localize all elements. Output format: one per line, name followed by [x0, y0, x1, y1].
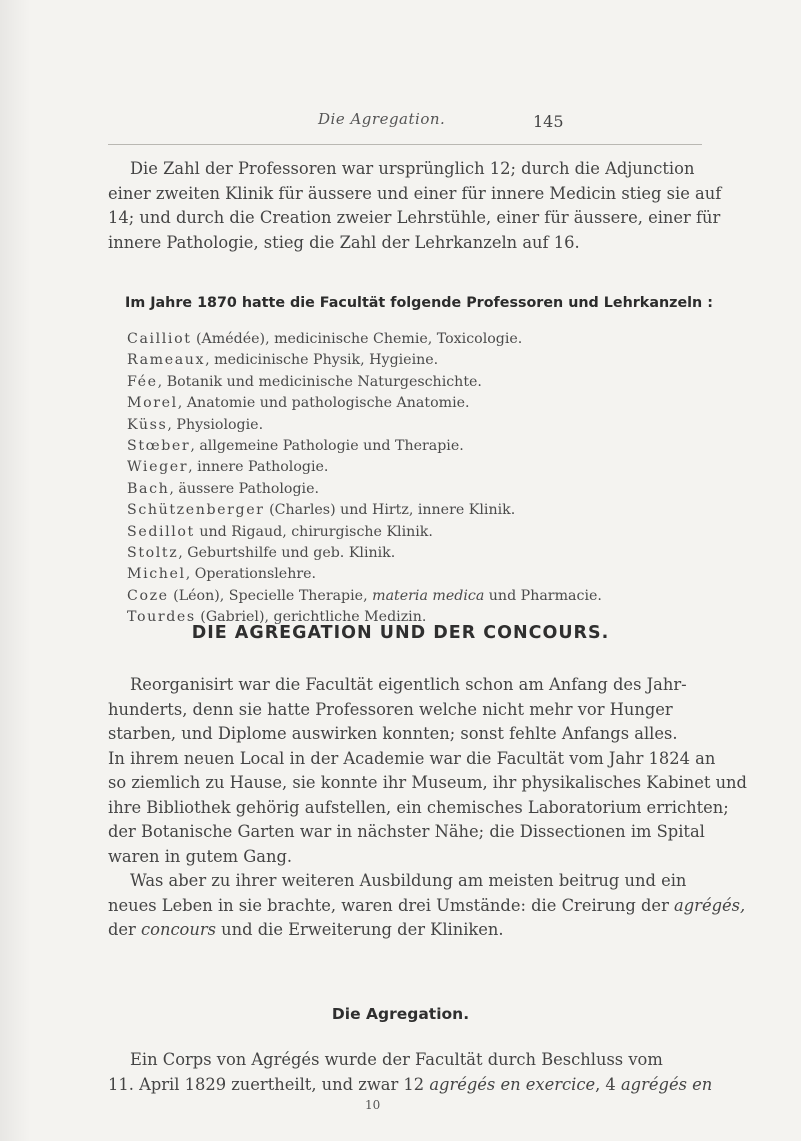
professor-subject: , innere Pathologie.: [188, 459, 329, 476]
text-line: der Botanische Garten war in nächster Nähe; die Dissectionen im Spital: [108, 822, 705, 841]
section-paragraph-1: [108, 673, 747, 869]
text-line: ihre Bibliothek gehörig aufstellen, ein chemisches Laboratorium errichten;: [108, 797, 729, 817]
professor-subject: (Léon), Specielle Therapie,: [168, 587, 373, 604]
professor-entry: [127, 329, 707, 350]
intro-paragraph: [108, 157, 722, 255]
italic-run: agrégés en exercice: [429, 1074, 596, 1094]
professor-entry: [127, 543, 707, 564]
text-line: Ein Corps von Agrégés wurde der Facultät durch Beschluss vom: [130, 1050, 663, 1069]
running-head: [0, 110, 801, 140]
text-line: [108, 918, 704, 943]
professor-name: Michel: [127, 566, 186, 583]
professor-subject: (Gabriel), gerichtliche Medizin.: [195, 609, 427, 626]
professor-subject: , Operationslehre.: [185, 566, 317, 583]
professor-name: Morel: [127, 395, 178, 412]
professor-subject: , Physiologie.: [167, 416, 264, 433]
professor-name: Küss: [127, 416, 168, 433]
professor-subject-tail: und Pharmacie.: [484, 587, 602, 604]
professor-entry: [127, 457, 707, 478]
professor-entry: [127, 415, 707, 436]
text-line: In ihrem neuen Local in der Academie war die Facultät vom Jahr 1824 an: [108, 748, 716, 768]
professor-subject: , äussere Pathologie.: [169, 480, 319, 497]
section-heading: DIE AGREGATION UND DER CONCOURS.: [191, 623, 610, 643]
professor-subject: , allgemeine Pathologie und Therapie.: [190, 437, 464, 454]
professor-name: Wieger: [127, 459, 189, 476]
professor-entry: [127, 436, 707, 457]
text-line: einer zweiten Klinik für äussere und einer für innere Medicin stieg sie auf: [108, 183, 722, 203]
professor-name: Sedillot: [127, 523, 195, 540]
text-line: [108, 1073, 713, 1098]
professor-entry: [127, 393, 707, 414]
professor-subject: , Botanik und medicinische Naturgeschichte.: [157, 373, 482, 390]
professor-subject: , Anatomie und pathologische Anatomie.: [177, 395, 470, 412]
text-line: 14; und durch die Creation zweier Lehrstühle, einer für äussere, einer für: [108, 208, 721, 227]
professor-entry: [127, 479, 707, 500]
text-line: starben, und Diplome auswirken konnten; sonst fehlte Anfangs alles.: [108, 724, 678, 743]
subheading: Die Agregation.: [331, 1005, 470, 1023]
professor-subject: und Rigaud, chirurgische Klinik.: [194, 523, 433, 540]
header-rule: [108, 144, 702, 145]
professor-entry: [127, 564, 707, 585]
professor-list: [127, 329, 707, 628]
professor-subject: , medicinische Physik, Hygieine.: [205, 352, 439, 369]
text-run: und die Erweiterung der Kliniken.: [215, 920, 504, 939]
professor-name: Stoltz: [127, 544, 179, 561]
italic-run: concours: [141, 920, 216, 939]
text-line: Die Zahl der Professoren war ursprünglich 12; durch die Adjunction: [130, 159, 695, 178]
text-run: der: [108, 920, 142, 939]
text-line: hunderts, denn sie hatte Professoren welche nicht mehr vor Hunger: [108, 699, 673, 719]
professor-name: Cailliot: [127, 331, 192, 347]
professor-name: Coze: [127, 587, 169, 604]
page-shadow: [0, 0, 30, 1141]
professor-entry: [127, 372, 707, 393]
text-line: Reorganisirt war die Facultät eigentlich schon am Anfang des Jahr-: [130, 675, 687, 694]
professor-name: Stœber: [127, 437, 191, 454]
text-line: [108, 894, 746, 919]
text-run: neues Leben in sie brachte, waren drei Umstände: die Creirung der: [108, 895, 675, 915]
professor-name: Tourdes: [127, 609, 196, 626]
italic-run: agrégés,: [674, 895, 746, 915]
italic-run: agrégés en: [620, 1074, 713, 1094]
final-paragraph: [108, 1048, 713, 1097]
page-number: 145: [533, 112, 564, 131]
text-line: innere Pathologie, stieg die Zahl der Lehrkanzeln auf 16.: [108, 232, 580, 252]
section-paragraph-2: [108, 869, 746, 943]
professor-name: Fée: [127, 373, 158, 390]
professor-entry: [127, 586, 707, 607]
professor-subject-italic: materia medica: [372, 587, 485, 604]
professor-subject: (Amédée), medicinische Chemie, Toxicologie.: [191, 331, 523, 347]
catchword: 10: [365, 1098, 381, 1112]
professor-entry: [127, 522, 707, 543]
text-run: 11. April 1829 zuertheilt, und zwar 12: [108, 1074, 430, 1094]
professor-name: Rameaux: [127, 352, 206, 369]
text-run: , 4: [595, 1074, 621, 1094]
professor-subject: , Geburtshilfe und geb. Klinik.: [178, 544, 396, 561]
professor-subject: (Charles) und Hirtz, innere Klinik.: [264, 502, 516, 519]
professor-name: Schützenberger: [127, 502, 265, 519]
text-line: so ziemlich zu Hause, sie konnte ihr Museum, ihr physikalisches Kabinet und: [108, 773, 747, 792]
running-title: Die Agregation.: [318, 110, 446, 128]
professor-name: Bach: [127, 480, 170, 497]
text-line: Was aber zu ihrer weiteren Ausbildung am meisten beitrug und ein: [130, 871, 687, 890]
professors-lead: Im Jahre 1870 hatte die Facultät folgende Professoren und Lehrkanzeln :: [125, 295, 713, 311]
text-line: waren in gutem Gang.: [108, 846, 293, 866]
professor-entry: [127, 500, 707, 521]
professor-entry: [127, 350, 707, 371]
